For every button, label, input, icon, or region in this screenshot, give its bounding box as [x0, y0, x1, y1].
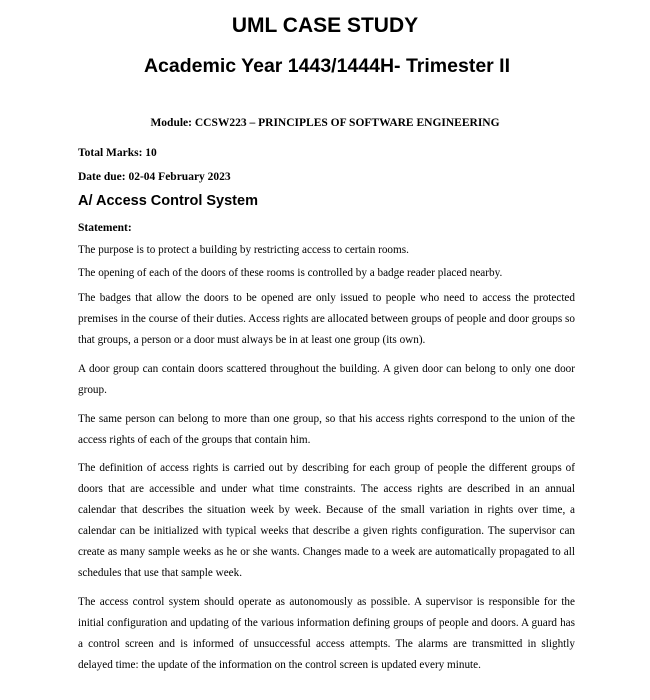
document-subtitle: Academic Year 1443/1444H- Trimester II — [143, 55, 511, 77]
paragraph: A door group can contain doors scattered throughout the building. A given door can belong to only one door group. — [78, 363, 575, 396]
module-line: Module: CCSW223 – PRINCIPLES OF SOFTWARE ENGINEERING — [150, 117, 500, 129]
section-title: A/ Access Control System — [78, 193, 258, 209]
paragraph: The badges that allow the doors to be opened are only issued to people who need to access the protected premises in the course of their duties. Access rights are allocated between groups of people and door groups so that groups, a person or a door must always be in at least one group (its own). — [78, 292, 575, 346]
paragraph: The definition of access rights is carried out by describing for each group of people the different groups of doors that are accessible and under what time constraints. The access rights are described in an annual calendar that describes the situation week by week. Because of the small variation in rights over time, a calendar can be initialized with typical weeks that describe a given rights configuration. The supervisor can create as many sample weeks as he or she wants. Changes made to a week are automatically propagated to all schedules that use that sample week. — [78, 462, 575, 579]
date-due: Date due: 02-04 February 2023 — [78, 171, 231, 183]
paragraph: The opening of each of the doors of these rooms is controlled by a badge reader placed nearby. — [78, 267, 503, 279]
paragraph: The same person can belong to more than one group, so that his access rights correspond to the union of the access rights of each of the groups that contain him. — [78, 413, 575, 446]
total-marks: Total Marks: 10 — [78, 147, 157, 159]
document-title: UML CASE STUDY — [231, 14, 419, 37]
paragraph: The purpose is to protect a building by restricting access to certain rooms. — [78, 244, 409, 256]
paragraph: The access control system should operate as autonomously as possible. A supervisor is responsible for the initial configuration and updating of the various information defining groups of people and doors. A guard has a control screen and is informed of unsuccessful access attempts. The alarms are transmitted in slightly delayed time: the update of the information on the control screen is updated every minute. — [78, 596, 575, 671]
statement-label: Statement: — [78, 222, 132, 234]
